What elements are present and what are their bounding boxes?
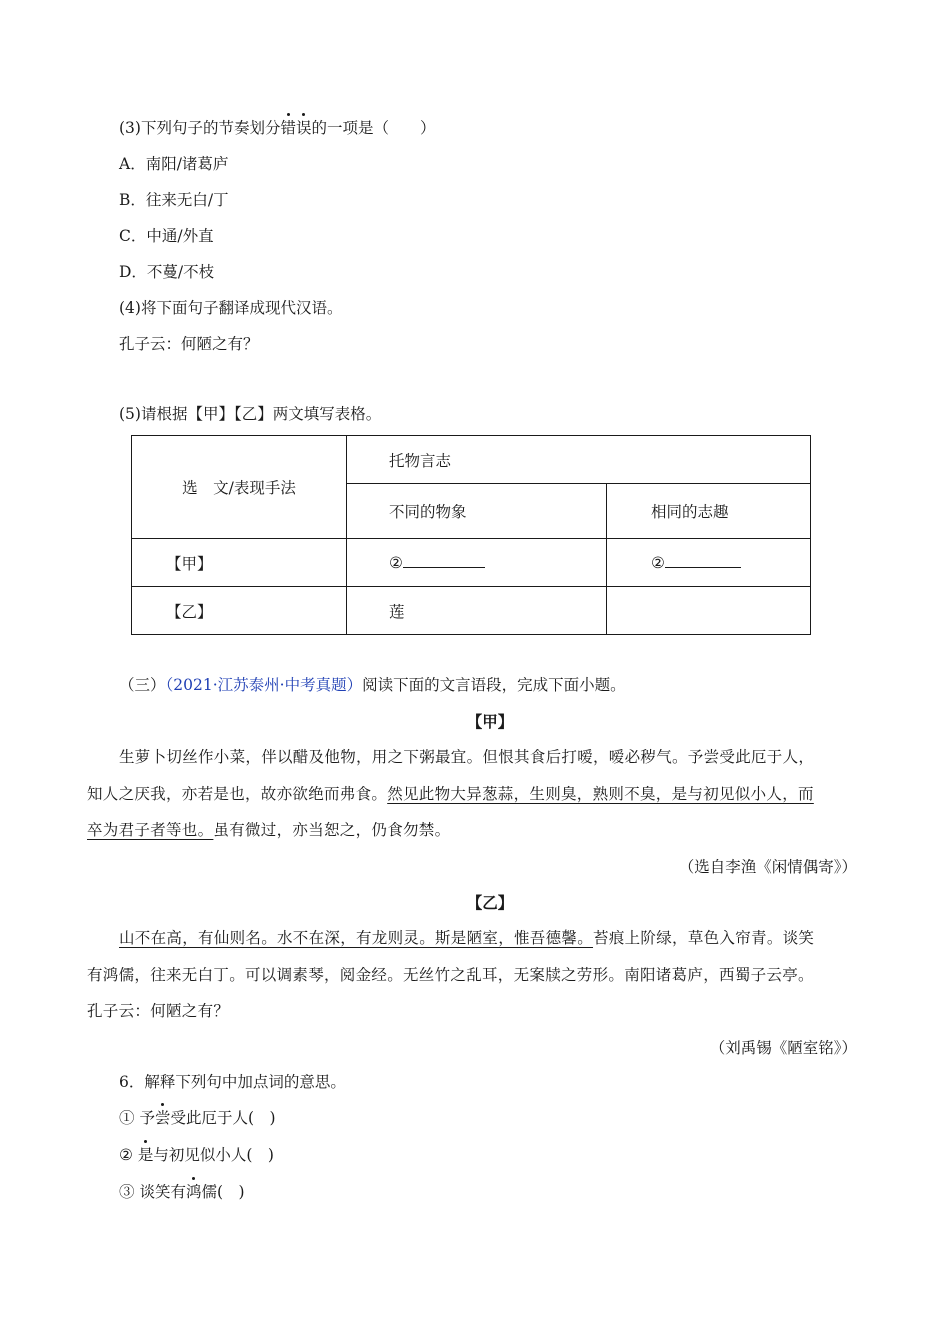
q6-item-2: ② 是与初见似小人( ) (119, 1146, 274, 1164)
passage-yi-line3: 孔子云：何陋之有？ (87, 1002, 230, 1020)
passage-jia-line3: 卒为君子者等也。虽有微过，亦当恕之，仍食勿禁。 (87, 821, 451, 839)
passage-yi-source: （刘禹锡《陋室铭》） (709, 1039, 857, 1057)
table-row1-label: 【甲】 (132, 539, 347, 587)
fill-blank[interactable] (403, 553, 485, 568)
passage-yi-title: 【乙】 (466, 893, 514, 912)
q6-item-1: ① 予尝受此厄于人( ) (119, 1109, 276, 1127)
table-row1-answer2[interactable]: ② (607, 539, 811, 587)
q5-stem: (5)请根据【甲】【乙】两文填写表格。 (119, 405, 382, 423)
passage-yi-line1: 山不在高，有仙则名。水不在深，有龙则灵。斯是陋室，惟吾德馨。苔痕上阶绿，草色入帘青。谈笑 (119, 929, 815, 947)
emphasis-dot-char: 鸿 (185, 1183, 202, 1201)
q4-sentence: 孔子云：何陋之有？ (119, 335, 259, 353)
emphasis-dot-char: 尝 (154, 1109, 171, 1127)
underlined-sentence: 卒为君子者等也。 (87, 821, 214, 839)
source-tag: （2021·江苏泰州·中考真题） (165, 676, 363, 694)
passage-jia-line1: 生萝卜切丝作小菜，伴以醋及他物，用之下粥最宜。但恨其食后打嗳，嗳必秽气。予尝受此厄于人， (119, 748, 815, 766)
answer-table (131, 435, 811, 635)
underlined-sentence: 山不在高，有仙则名。水不在深，有龙则灵。斯是陋室，惟吾德馨。 (119, 929, 594, 947)
table-col2-header: 相同的志趣 (607, 484, 811, 539)
emphasis-dot-char: 错 (280, 119, 296, 137)
passage-jia-title: 【甲】 (466, 712, 514, 731)
table-row2-label: 【乙】 (132, 587, 347, 635)
q6-item-3: ③ 谈笑有鸿儒( ) (119, 1183, 245, 1201)
passage-jia-source: （选自李渔《闲情偶寄》） (678, 858, 857, 876)
emphasis-dot-char: 是 (137, 1146, 154, 1164)
q3-option-c: C．中通/外直 (119, 227, 214, 245)
table-row2-answer2[interactable] (607, 587, 811, 635)
underlined-sentence: 然见此物大异葱蒜，生则臭，熟则不臭，是与初见似小人，而 (387, 785, 814, 803)
q4-stem: (4)将下面句子翻译成现代汉语。 (119, 299, 343, 317)
q3-stem: (3)下列句子的节奏划分错误的一项是（ ） (119, 119, 436, 137)
q3-option-b: B．往来无白/丁 (119, 191, 229, 209)
passage-jia-line2: 知人之厌我，亦若是也，故亦欲绝而弗食。然见此物大异葱蒜，生则臭，熟则不臭，是与初见似小人，而 (87, 785, 814, 803)
section3-heading: （三）（2021·江苏泰州·中考真题）阅读下面的文言语段，完成下面小题。 (119, 676, 626, 694)
emphasis-dot-char: 误 (295, 119, 312, 137)
passage-yi-line2: 有鸿儒，往来无白丁。可以调素琴，阅金经。无丝竹之乱耳，无案牍之劳形。南阳诸葛庐，西蜀子云亭。 (87, 966, 814, 984)
table-row2-answer1: 莲 (347, 587, 607, 635)
table-row1-answer1[interactable]: ② (347, 539, 607, 587)
q6-stem: 6．解释下列句中加点词的意思。 (119, 1073, 346, 1091)
table-method-cell: 托物言志 (347, 436, 811, 484)
table-corner-cell: 选 文/表现手法 (132, 436, 347, 539)
q3-option-d: D．不蔓/不枝 (119, 263, 215, 281)
table-col1-header: 不同的物象 (347, 484, 607, 539)
fill-blank[interactable] (665, 553, 741, 568)
q3-option-a: A．南阳/诸葛庐 (119, 155, 229, 173)
